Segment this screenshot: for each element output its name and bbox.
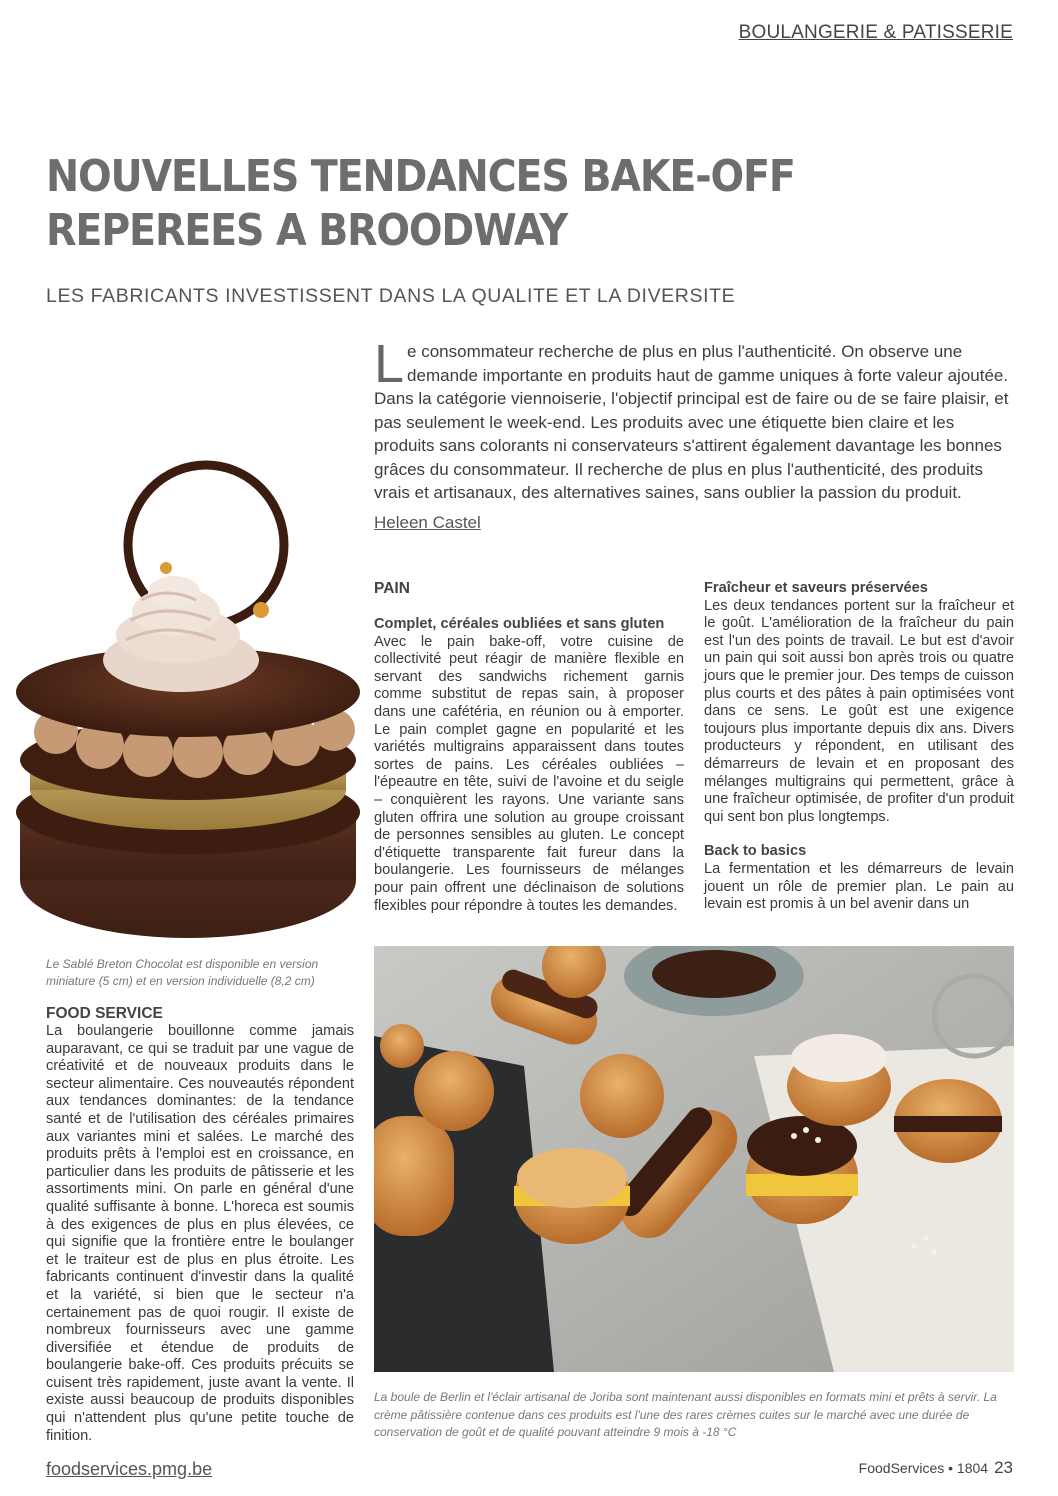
title-line-1: NOUVELLES TENDANCES BAKE-OFF (46, 151, 795, 202)
fraicheur-text: Les deux tendances portent sur la fraîcheur et le goût. L'amélioration de la fraîcheur du pain est l'un des points de travail. Le but est d'avoir un pain qui soit aussi bon après trois ou quatre jours que le premier jour. Des temps de cuisson plus courts et des pâtes à pain optimisées vont dans ce sens. Le goût est une exigence toujours plus importante depuis dix ans. Divers producteurs y répondent, en utilisant des démarreurs de levain et en proposant des mélanges multigrains qui permettent, grâce à une fraîcheur optimisée, de profiter d'un produit qui sent bon plus longtemps. (704, 597, 1014, 825)
magazine-issue: FoodServices • 1804 (858, 1460, 989, 1476)
food-service-heading: FOOD SERVICE (46, 1005, 163, 1022)
column-pain (374, 580, 684, 915)
page-number: 23 (994, 1458, 1013, 1477)
column-fraicheur (704, 580, 1014, 914)
column-food-service (46, 1005, 354, 1445)
subtitle: LES FABRICANTS INVESTISSENT DANS LA QUALITE ET LA DIVERSITE (46, 285, 736, 307)
cake-photo (16, 460, 366, 950)
section-tag[interactable]: BOULANGERIE & PATISSERIE (738, 22, 1013, 43)
photo-caption: La boule de Berlin et l'éclair artisanal de Joriba sont maintenant aussi disponibles en formats mini et prêts à servir. La crème pâtissière contenue dans ces produits est l'une des rares crèmes cuites sur le marché avec une durée de conservation de goût et de qualité pouvant atteindre 9 mois à -18 °C (374, 1390, 997, 1439)
title-line-2: REPEREES A BROODWAY (46, 205, 568, 256)
pain-heading: PAIN (374, 580, 410, 597)
food-service-text: La boulangerie bouillonne comme jamais auparavant, ce qui se traduit par une vague de créativité et de nouveaux produits dans le secteur alimentaire. Ces nouveautés répondent aux tendances dominantes: de la tendance santé et de l'utilisation des céréales primaires aux variantes mini et salées. Le marché des produits prêts à l'emploi est en croissance, en particulier dans les produits de pâtisserie et les assortiments mini. On parle en général d'une qualité suffisante à bonne. L'horeca est soumis à des exigences de plus en plus élevées, ce qui signifie que la frontière entre le boulanger et le traiteur est de plus en plus étroite. Les fabricants continuent d'investir dans la qualité et la variété, si bien que le secteur n'a certainement pas de quoi rougir. Il existe de nombreux fournisseurs avec une gamme diversifiée et étendue de produits de boulangerie bake-off. Ces produits précuits se cuisent très rapidement, juste avant la vente. Il existe aussi beaucoup de produits disponibles qui n'attendent plus qu'une petite touche de finition. (46, 1023, 354, 1444)
pastries-photo (374, 946, 1014, 1372)
footer-info (859, 1458, 1013, 1478)
author-link[interactable]: Heleen Castel (374, 513, 481, 532)
page-title (46, 150, 892, 258)
drop-cap: L (374, 334, 405, 394)
basics-text: La fermentation et les démarreurs de levain jouent un rôle de premier plan. Le pain au levain est promis à un bel avenir dans un (704, 860, 1014, 913)
fraicheur-heading: Fraîcheur et saveurs préservées (704, 580, 928, 596)
pain-text: Avec le pain bake-off, votre cuisine de collectivité peut réagir de manière flexible en servant des sandwichs richement garnis comme substitut de repas sain, à proposer dans une cafétéria, en réunion ou à emporter. Le pain complet gagne en popularité et les variétés multigrains apparaissent dans toutes sortes de pains. Les céréales oubliées – l'épeautre en tête, suivi de l'avoine et du seigle – conquièrent les rayons. Une variante sans gluten offrira une solution au groupe croissant de personnes sensibles au gluten. Le concept d'étiquette transparente fait fureur dans la boulangerie. Les fournisseurs de mélanges pour pain offrent une déclinaison de solutions flexibles pour répondre à toutes les demandes. (374, 633, 684, 914)
basics-heading: Back to basics (704, 843, 807, 860)
intro-paragraph (374, 334, 1014, 505)
pain-subheading: Complet, céréales oubliées et sans gluten (374, 616, 665, 632)
footer-url-link[interactable]: foodservices.pmg.be (46, 1459, 213, 1479)
intro-text: e consommateur recherche de plus en plus l'authenticité. On observe une demande importante en produits haut de gamme uniques à forte valeur ajoutée. Dans la catégorie viennoiserie, l'objectif principal est de faire ou de se faire plaisir, et pas seulement le week-end. Les produits avec une étiquette bien claire et les produits sans colorants ni conservateurs s'attirent également davantage les bonnes grâces du consommateur. Il recherche de plus en plus l'authenticité, des produits vrais et artisanaux, des alternatives saines, sans oublier la passion du produit. (374, 342, 1009, 502)
cake-caption: Le Sablé Breton Chocolat est disponible en version miniature (5 cm) et en version individuelle (8,2 cm) (46, 957, 319, 988)
